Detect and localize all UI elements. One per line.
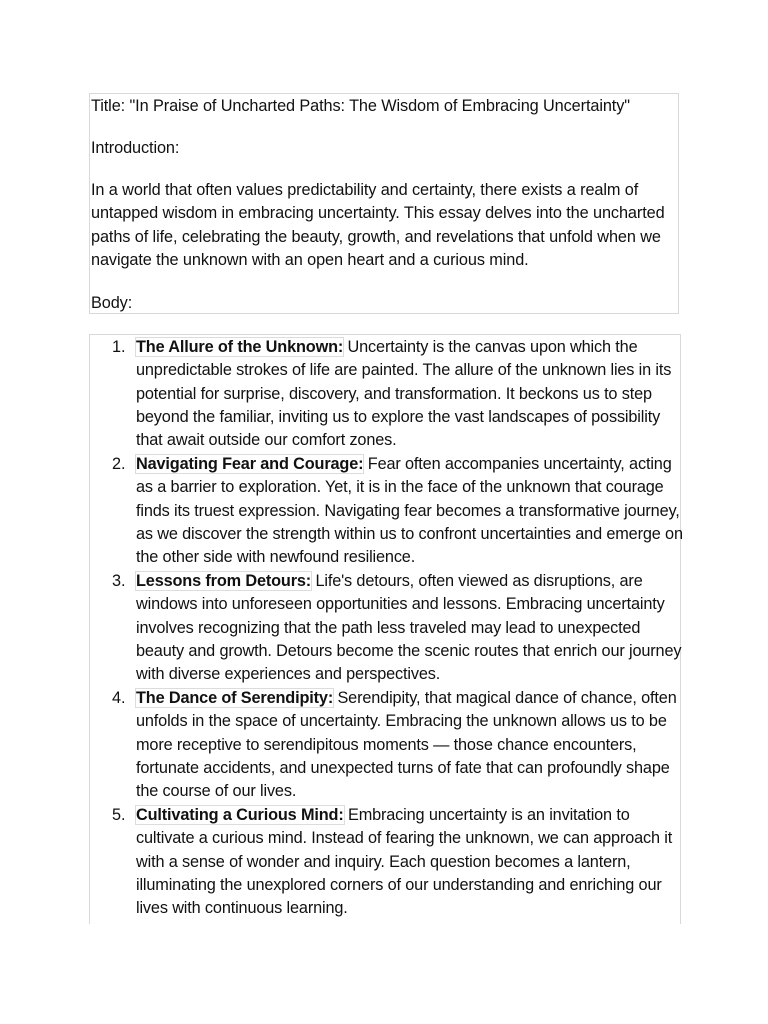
list-item-number: 4. xyxy=(112,689,126,707)
document-title: Title: "In Praise of Uncharted Paths: The Wisdom of Embracing Uncertainty" xyxy=(91,97,630,115)
list-item-text xyxy=(136,804,684,920)
list-item-heading: Lessons from Detours: xyxy=(136,572,312,590)
list-item-text xyxy=(136,453,684,569)
list-item-text xyxy=(136,687,684,803)
list-item-body: Uncertainty is the canvas upon which the unpredictable strokes of life are painted. The allure of the unknown lies in its potential for surprise, discovery, and transformation. It beckons us to step beyond the familiar, inviting us to explore the vast landscapes of possibility that await outside our comfort zones. xyxy=(136,338,672,450)
body-heading: Body: xyxy=(91,294,133,312)
list-item-number: 1. xyxy=(112,338,126,356)
list-item-number: 3. xyxy=(112,572,126,590)
list-item-number: 5. xyxy=(112,806,126,824)
list-item-number: 2. xyxy=(112,455,126,473)
list-item-heading: The Dance of Serendipity: xyxy=(136,689,334,707)
list-item-body: Embracing uncertainty is an invitation to cultivate a curious mind. Instead of fearing the unknown, we can approach it with a sense of wonder and inquiry. Each question becomes a lantern, illuminating the unexplored corners of our understanding and enriching our lives with continuous learning. xyxy=(136,806,673,918)
list-item-heading: The Allure of the Unknown: xyxy=(136,338,344,356)
body-numbered-list xyxy=(89,334,681,924)
introduction-paragraph: In a world that often values predictability and certainty, there exists a realm of untapped wisdom in embracing uncertainty. This essay delves into the uncharted paths of life, celebrating the beauty, growth, and revelations that unfold when we navigate the unknown with an open heart and a curious mind. xyxy=(91,181,665,269)
list-item-text xyxy=(136,336,684,452)
list-item-body: Life's detours, often viewed as disruptions, are windows into unforeseen opportunities and lessons. Embracing uncertainty involves recognizing that the path less traveled may lead to unexpected beauty and growth. Detours become the scenic routes that enrich our journey with diverse experiences and perspectives. xyxy=(136,572,682,684)
introduction-section xyxy=(89,93,679,314)
list-item-heading: Navigating Fear and Courage: xyxy=(136,455,364,473)
list-item-text xyxy=(136,570,684,686)
list-item-body: Serendipity, that magical dance of chance, often unfolds in the space of uncertainty. Embracing the unknown allows us to be more receptive to serendipitous moments — those chance encounters, fortunate accidents, and unexpected turns of fate that can profoundly shape the course of our lives. xyxy=(136,689,677,801)
list-item-heading: Cultivating a Curious Mind: xyxy=(136,806,344,824)
list-item-body: Fear often accompanies uncertainty, acting as a barrier to exploration. Yet, it is in the face of the unknown that courage finds its truest expression. Navigating fear becomes a transformative journey, as we discover the strength within us to confront uncertainties and emerge on the other side with newfound resilience. xyxy=(136,455,683,567)
introduction-heading: Introduction: xyxy=(91,139,180,157)
